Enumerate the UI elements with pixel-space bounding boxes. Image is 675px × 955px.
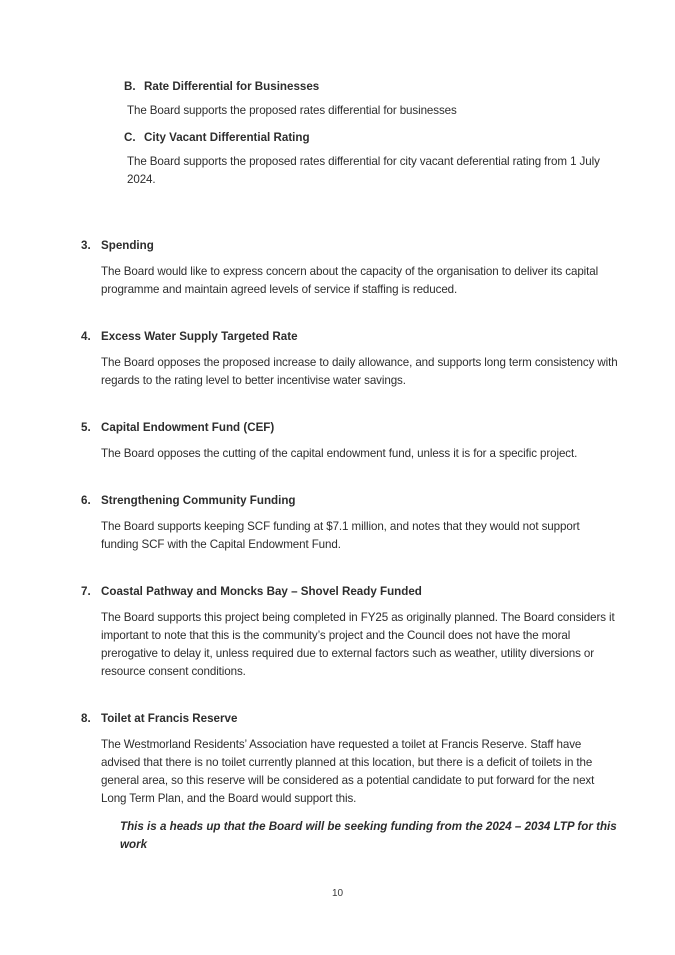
spacer bbox=[0, 189, 675, 237]
sub-item-c-body: The Board supports the proposed rates differential for city vacant deferential rating from 1 July 2024. bbox=[127, 155, 600, 186]
numbered-item-7 bbox=[81, 583, 620, 681]
numbered-item-4 bbox=[81, 328, 620, 390]
numbered-item-3 bbox=[81, 237, 620, 299]
numbered-item-4-title: Excess Water Supply Targeted Rate bbox=[101, 330, 298, 343]
numbered-item-7-body: The Board supports this project being completed in FY25 as originally planned. The Board considers it important to note that this is the community’s project and the Council does not have the moral prerogative to delay it, unless required due to external factors such as weather, utility diversions or resource consent conditions. bbox=[101, 611, 615, 678]
numbered-item-6-number: 6. bbox=[81, 494, 91, 507]
numbered-item-5-title: Capital Endowment Fund (CEF) bbox=[101, 421, 275, 434]
spacer bbox=[0, 554, 675, 583]
numbered-item-7-number: 7. bbox=[81, 585, 91, 598]
sub-item-c bbox=[124, 129, 620, 147]
numbered-item-6-body: The Board supports keeping SCF funding at $7.1 million, and notes that they would not support funding SCF with the Capital Endowment Fund. bbox=[101, 520, 580, 551]
numbered-item-5 bbox=[81, 419, 620, 463]
numbered-item-3-title: Spending bbox=[101, 239, 154, 252]
sub-item-b bbox=[124, 78, 620, 96]
closing-note: This is a heads up that the Board will be seeking funding from the 2024 – 2034 LTP for this work bbox=[120, 820, 617, 851]
page-number-footer: 10 bbox=[331, 888, 344, 899]
numbered-item-8-body: The Westmorland Residents’ Association have requested a toilet at Francis Reserve. Staff have advised that there is no toilet currently planned at this location, but there is a deficit of toilets in the general area, so this reserve will be considered as a potential candidate to put forward for the next Long Term Plan, and the Board would support this. bbox=[101, 738, 595, 805]
numbered-item-4-number: 4. bbox=[81, 330, 91, 343]
numbered-item-3-number: 3. bbox=[81, 239, 91, 252]
spacer bbox=[0, 299, 675, 328]
numbered-item-8-title: Toilet at Francis Reserve bbox=[101, 712, 238, 725]
sub-item-b-body: The Board supports the proposed rates differential for businesses bbox=[127, 104, 457, 117]
spacer bbox=[0, 390, 675, 419]
sub-item-b-letter: B. bbox=[124, 80, 136, 93]
spacer bbox=[0, 120, 675, 129]
numbered-item-8 bbox=[81, 710, 620, 808]
numbered-item-7-title: Coastal Pathway and Moncks Bay – Shovel Ready Funded bbox=[101, 585, 422, 598]
sub-item-c-letter: C. bbox=[124, 131, 136, 144]
numbered-item-5-body: The Board opposes the cutting of the capital endowment fund, unless it is for a specific project. bbox=[101, 447, 578, 460]
numbered-item-8-number: 8. bbox=[81, 712, 91, 725]
numbered-item-3-body: The Board would like to express concern about the capacity of the organisation to deliver its capital programme and maintain agreed levels of service if staffing is reduced. bbox=[101, 265, 599, 296]
numbered-item-5-number: 5. bbox=[81, 421, 91, 434]
numbered-item-6 bbox=[81, 492, 620, 554]
spacer bbox=[0, 681, 675, 710]
numbered-item-4-body: The Board opposes the proposed increase to daily allowance, and supports long term consistency with regards to the rating level to better incentivise water savings. bbox=[101, 356, 618, 387]
sub-item-c-title: City Vacant Differential Rating bbox=[144, 131, 310, 144]
spacer bbox=[0, 463, 675, 492]
sub-item-b-title: Rate Differential for Businesses bbox=[144, 80, 320, 93]
numbered-item-6-title: Strengthening Community Funding bbox=[101, 494, 296, 507]
